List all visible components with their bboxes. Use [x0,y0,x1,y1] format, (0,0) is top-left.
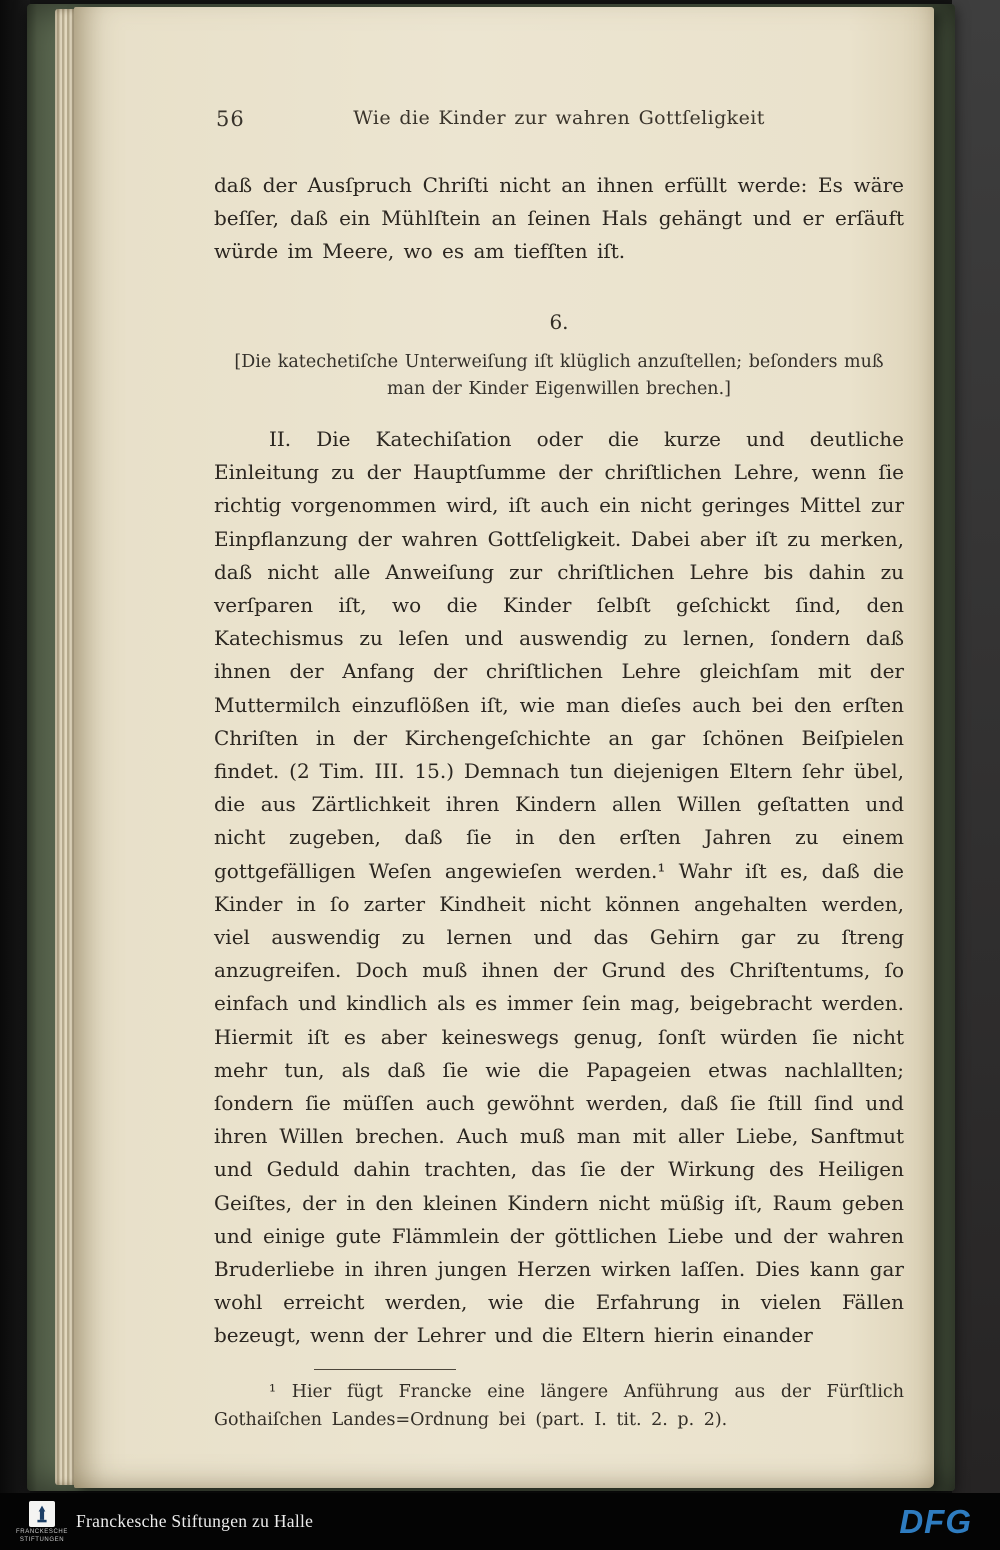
tower-icon [29,1501,55,1527]
running-title: Wie die Kinder zur wahren Gottſeligkeit [353,107,765,129]
footer-bar [0,1493,1000,1550]
logo-caption-line2: STIFTUNGEN [19,1536,65,1543]
page-content [74,7,934,1488]
footnote-text: ¹ Hier fügt Francke eine längere Anführung aus der Fürſtlich Gothaiſchen Landes=Ordnung bei (part. I. tit. 2. p. 2). [214,1381,904,1430]
dfg-logo[interactable]: DFG [899,1502,972,1540]
section-summary: [Die katechetiſche Unterweiſung iſt klüglich anzuſtellen; beſonders muß man der Kinder Eigenwillen brechen.] [234,352,884,399]
franckesche-stiftungen-logo[interactable] [16,1501,68,1543]
scan-page [74,7,934,1488]
institution-name: Franckesche Stiftungen zu Halle [76,1511,314,1531]
section-number: 6. [549,310,569,334]
footnote-rule [314,1369,456,1370]
page-number: 56 [216,107,245,131]
logo-caption-line1: FRANCKESCHE [16,1528,68,1535]
backdrop-left [0,0,30,1495]
page-header [214,107,904,133]
backdrop-right [952,0,1000,1495]
intro-paragraph: daß der Ausſpruch Chriſti nicht an ihnen erfüllt werde: Es wäre beſſer, daß ein Mühlſtein an ſeinen Hals gehängt und er erſäuft würde im Meere, wo es am tiefſten iſt. [214,173,904,263]
body-paragraph: II. Die Katechiſation oder die kurze und deutliche Einleitung zu der Hauptſumme der chriſtlichen Lehre, wenn ſie richtig vorgenommen wird, iſt auch ein nicht geringes Mittel zur Einpflanzung der wahren Gottſeligkeit. Dabei aber iſt zu merken, daß nicht alle Anweiſung zur chriſtlichen Lehre bis dahin zu verſparen iſt, wo die Kinder ſelbſt geſchickt ſind, den Katechismus zu leſen und auswendig zu lernen, ſondern daß ihnen der Anfang der chriſtlichen Lehre gleichſam mit der Muttermilch einzuflößen iſt, wie man dieſes auch bei den erſten Chriſten in der Kirchengeſchichte an gar ſchönen Beiſpielen findet. (2 Tim. III. 15.) Demnach tun diejenigen Eltern ſehr übel, die aus Zärtlichkeit ihren Kindern allen Willen geſtatten und nicht zugeben, daß ſie in den erſten Jahren zu einem gottgefälligen Weſen angewieſen werden.¹ Wahr iſt es, daß die Kinder in ſo zarter Kindheit nicht können angehalten werden, viel auswendig zu lernen und das Gehirn gar zu ſtreng anzugreifen. Doch muß ihnen der Grund des Chriſtentums, ſo einfach und kindlich als es immer ſein mag, beigebracht werden. Hiermit iſt es aber keineswegs genug, ſonſt würden ſie nicht mehr tun, als daß ſie wie die Papageien etwas nachlallten; ſondern ſie müſſen auch gewöhnt werden, daß ſie ſtill ſind und ihren Willen brechen. Auch muß man mit aller Liebe, Sanftmut und Geduld dahin trachten, das ſie der Wirkung des Heiligen Geiſtes, der in den kleinen Kindern nicht müßig iſt, Raum geben und einige gute Flämmlein der göttlichen Liebe und der wahren Bruderliebe in ihren jungen Herzen wirken laſſen. Dies kann gar wohl erreicht werden, wie die Erfahrung in vielen Fällen bezeugt, wenn der Lehrer und die Eltern hierin einander [214,427,904,1348]
